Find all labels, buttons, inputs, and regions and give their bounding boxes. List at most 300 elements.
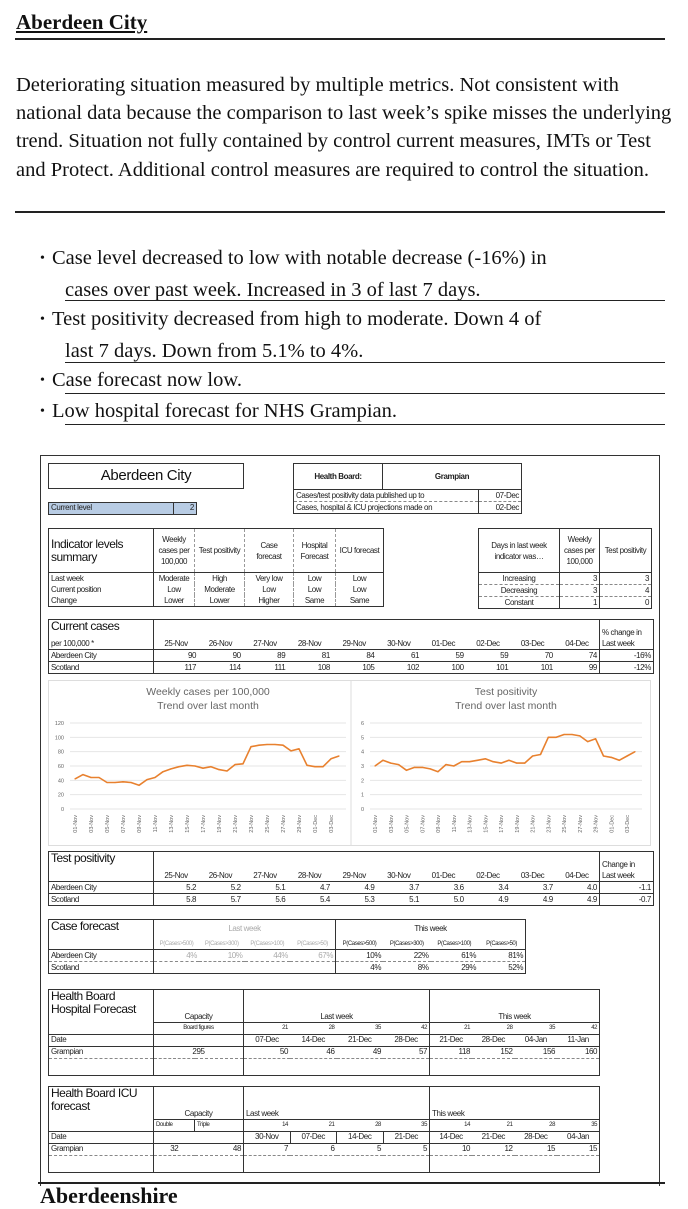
forecast-value: 61% bbox=[431, 950, 479, 962]
indicator-value: Lower bbox=[195, 595, 245, 607]
x-tick-label: 15-Nov bbox=[483, 815, 490, 833]
x-tick-label: 11-Nov bbox=[153, 815, 159, 833]
x-tick-label: 29-Nov bbox=[593, 815, 600, 833]
data-point bbox=[445, 764, 446, 765]
x-tick-label: 27-Nov bbox=[577, 815, 584, 833]
bullet-icon: • bbox=[40, 251, 45, 266]
table-row bbox=[49, 595, 384, 607]
icu-forecast-table bbox=[48, 1086, 600, 1173]
forecast-value: 118 bbox=[430, 1046, 473, 1058]
y-tick-label: 80 bbox=[57, 749, 64, 756]
days-value: 3 bbox=[560, 573, 600, 585]
value-cell: 90 bbox=[154, 650, 199, 662]
spacer bbox=[49, 938, 154, 950]
x-tick-label: 07-Nov bbox=[121, 815, 127, 833]
data-point bbox=[532, 755, 533, 756]
value-cell: 3.4 bbox=[466, 882, 511, 894]
y-tick-label: 40 bbox=[57, 778, 64, 785]
value-cell: 74 bbox=[555, 650, 600, 662]
chart-subtitle: Trend over last month bbox=[157, 700, 259, 712]
date-header: 29-Nov bbox=[342, 638, 366, 648]
date-cell: 28-Dec bbox=[383, 1034, 430, 1046]
row-label: Constant bbox=[479, 597, 560, 609]
indicator-value: Low bbox=[294, 584, 336, 595]
health-board-label: Health Board: bbox=[294, 464, 383, 490]
column-header: Weekly cases per 100,000 bbox=[560, 529, 600, 573]
date-cell: 28-Dec bbox=[472, 1034, 515, 1046]
row-label: Decreasing bbox=[479, 585, 560, 597]
y-tick-label: 2 bbox=[360, 778, 364, 785]
day-offset: 21 bbox=[430, 1022, 473, 1034]
data-point bbox=[82, 774, 83, 775]
data-point bbox=[516, 763, 517, 764]
this-week-header: This week bbox=[432, 1108, 465, 1118]
x-tick-label: 05-Nov bbox=[105, 815, 111, 833]
table-row bbox=[49, 662, 654, 674]
value-cell: 111 bbox=[243, 662, 288, 674]
forecast-value: 152 bbox=[472, 1046, 515, 1058]
bullet-item bbox=[40, 365, 680, 397]
data-point bbox=[634, 751, 635, 752]
date-header: 29-Nov bbox=[342, 870, 366, 880]
case-forecast-table bbox=[48, 919, 526, 974]
current-level-label: Current level bbox=[49, 503, 174, 514]
x-tick-label: 25-Nov bbox=[562, 815, 569, 833]
spacer bbox=[49, 1058, 154, 1075]
data-point bbox=[587, 741, 588, 742]
last-week-header: Last week bbox=[244, 1087, 430, 1120]
data-point bbox=[322, 766, 323, 767]
info-value: 07-Dec bbox=[479, 490, 522, 502]
x-tick-label: 01-Nov bbox=[373, 815, 379, 833]
probability-header: P(Cases>500) bbox=[336, 938, 384, 950]
date-header: 30-Nov bbox=[387, 638, 411, 648]
report-panel bbox=[40, 455, 660, 1186]
date-header: 28-Nov bbox=[297, 870, 322, 880]
data-point bbox=[178, 766, 179, 767]
data-point bbox=[603, 755, 604, 756]
data-point bbox=[226, 770, 227, 771]
day-offset: 35 bbox=[515, 1022, 558, 1034]
column-header: Test positivity bbox=[195, 529, 245, 573]
table-row bbox=[49, 573, 384, 585]
x-tick-label: 13-Nov bbox=[467, 815, 474, 833]
data-point bbox=[258, 745, 259, 746]
data-point bbox=[306, 765, 307, 766]
value-cell: 5.0 bbox=[421, 894, 466, 906]
change-cell: -0.7 bbox=[599, 894, 653, 906]
days-table bbox=[478, 528, 652, 609]
indicator-value: Same bbox=[294, 595, 336, 607]
date-cell: 14-Dec bbox=[337, 1131, 384, 1143]
series-line bbox=[75, 745, 339, 786]
date-header: 26-Nov bbox=[208, 638, 233, 648]
trend-charts bbox=[48, 680, 651, 846]
x-tick-label: 17-Nov bbox=[499, 815, 506, 833]
value-cell: 99 bbox=[555, 662, 600, 674]
data-point bbox=[406, 770, 407, 771]
y-tick-label: 1 bbox=[360, 792, 364, 799]
capacity-sub-header: Board figures bbox=[154, 1022, 244, 1034]
forecast-value: 57 bbox=[383, 1046, 430, 1058]
data-point bbox=[430, 768, 431, 769]
spacer bbox=[49, 1155, 154, 1172]
row-label: Last week bbox=[49, 573, 154, 585]
days-value: 4 bbox=[600, 585, 652, 597]
row-label: Date bbox=[49, 1131, 154, 1143]
row-label: Current position bbox=[49, 584, 154, 595]
health-board-table bbox=[293, 463, 522, 514]
data-point bbox=[422, 767, 423, 768]
summary-divider bbox=[15, 211, 665, 213]
value-cell: 102 bbox=[376, 662, 421, 674]
value-cell: 61 bbox=[376, 650, 421, 662]
data-point bbox=[548, 737, 549, 738]
x-tick-label: 11-Nov bbox=[451, 815, 458, 833]
forecast-value: 52% bbox=[478, 962, 526, 974]
forecast-value: 160 bbox=[557, 1046, 600, 1058]
value-cell: 81 bbox=[287, 650, 332, 662]
day-offset: 28 bbox=[472, 1022, 515, 1034]
forecast-value: 22% bbox=[383, 950, 431, 962]
data-point bbox=[130, 782, 131, 783]
divider bbox=[65, 393, 665, 394]
data-point bbox=[250, 746, 251, 747]
forecast-value: 4% bbox=[336, 962, 384, 974]
date-cell: 07-Dec bbox=[290, 1131, 337, 1143]
date-cell: 04-Jan bbox=[515, 1034, 558, 1046]
data-point bbox=[90, 777, 91, 778]
data-point bbox=[274, 744, 275, 745]
date-header: 04-Dec bbox=[565, 870, 589, 880]
spacer bbox=[244, 1155, 430, 1172]
table-title: Test positivity bbox=[49, 852, 154, 871]
indicator-title: Indicator levels summary bbox=[49, 529, 154, 573]
chart-title: Weekly cases per 100,000 bbox=[146, 686, 270, 698]
bullet-icon: • bbox=[40, 312, 45, 327]
row-label: Date bbox=[49, 1034, 154, 1046]
current-level bbox=[48, 502, 197, 515]
forecast-value: 12 bbox=[472, 1143, 515, 1155]
date-cell: 28-Dec bbox=[515, 1131, 558, 1143]
x-tick-label: 03-Dec bbox=[625, 815, 632, 833]
data-point bbox=[234, 764, 235, 765]
probability-header: P(Cases>100) bbox=[250, 940, 285, 947]
y-tick-label: 0 bbox=[360, 807, 364, 813]
change-cell: -12% bbox=[599, 662, 653, 674]
bullet-icon: • bbox=[40, 373, 45, 388]
value-cell: 5.2 bbox=[198, 882, 243, 894]
date-cell: 14-Dec bbox=[290, 1034, 337, 1046]
x-tick-label: 21-Nov bbox=[530, 815, 537, 833]
next-section-heading: Aberdeenshire bbox=[40, 1183, 178, 1208]
value-cell: 3.7 bbox=[376, 882, 421, 894]
day-offset: 14 bbox=[244, 1119, 291, 1131]
change-header: Last week bbox=[599, 638, 653, 650]
table-row bbox=[49, 882, 654, 894]
probability-header: P(Cases>50) bbox=[297, 940, 328, 947]
data-point bbox=[437, 771, 438, 772]
row-label: Scotland bbox=[49, 962, 154, 974]
data-point bbox=[314, 766, 315, 767]
spacer bbox=[430, 1058, 600, 1075]
row-label: Change bbox=[49, 595, 154, 607]
table-row bbox=[49, 1034, 600, 1046]
y-tick-label: 3 bbox=[360, 764, 364, 770]
capacity-value: 295 bbox=[154, 1046, 244, 1058]
row-label: Aberdeen City bbox=[49, 650, 154, 662]
indicator-value: Lower bbox=[164, 595, 184, 605]
spacer bbox=[49, 1119, 154, 1131]
date-cell: 21-Dec bbox=[430, 1034, 473, 1046]
y-tick-label: 6 bbox=[360, 721, 364, 727]
row-label: Grampian bbox=[49, 1046, 154, 1058]
data-point bbox=[500, 763, 501, 764]
x-tick-label: 09-Nov bbox=[137, 815, 143, 833]
data-point bbox=[186, 765, 187, 766]
value-cell: 84 bbox=[332, 650, 377, 662]
value-cell: 90 bbox=[198, 650, 243, 662]
data-point bbox=[338, 755, 339, 756]
x-tick-label: 07-Nov bbox=[420, 815, 427, 833]
indicator-value: Low bbox=[294, 573, 336, 585]
date-header: 03-Dec bbox=[520, 870, 545, 880]
x-tick-label: 19-Nov bbox=[217, 815, 223, 833]
data-point bbox=[619, 760, 620, 761]
column-header: Hospital Forecast bbox=[294, 529, 336, 573]
value-cell: 4.7 bbox=[287, 882, 332, 894]
value-cell: 89 bbox=[243, 650, 288, 662]
value-cell: 5.4 bbox=[287, 894, 332, 906]
bullet-icon: • bbox=[40, 404, 45, 419]
date-cell: 11-Jan bbox=[557, 1034, 600, 1046]
value-cell: 114 bbox=[198, 662, 243, 674]
y-tick-label: 60 bbox=[57, 764, 64, 770]
data-point bbox=[382, 760, 383, 761]
forecast-value: 10% bbox=[199, 950, 245, 962]
change-header: % change in bbox=[599, 620, 653, 639]
data-point bbox=[154, 777, 155, 778]
table-row bbox=[49, 584, 384, 595]
date-header: 03-Dec bbox=[520, 638, 545, 648]
forecast-value: 8% bbox=[383, 962, 431, 974]
data-point bbox=[579, 735, 580, 736]
x-tick-label: 17-Nov bbox=[201, 815, 207, 833]
value-cell: 117 bbox=[154, 662, 199, 674]
days-value: 0 bbox=[600, 597, 652, 609]
forecast-value bbox=[154, 962, 200, 974]
day-offset: 21 bbox=[244, 1022, 291, 1034]
data-point bbox=[414, 767, 415, 768]
x-tick-label: 13-Nov bbox=[169, 815, 175, 833]
data-point bbox=[266, 744, 267, 745]
days-value: 3 bbox=[560, 585, 600, 597]
day-offset: 35 bbox=[557, 1119, 600, 1131]
hospital-forecast-table bbox=[48, 989, 600, 1076]
value-cell: 4.9 bbox=[510, 894, 555, 906]
bullet-text: Case level decreased to low with notable decrease (-16%) in bbox=[52, 247, 547, 269]
data-point bbox=[556, 737, 557, 738]
row-label: Aberdeen City bbox=[49, 950, 154, 962]
data-point bbox=[210, 766, 211, 767]
indicator-value: Low bbox=[245, 584, 294, 595]
day-offset: 35 bbox=[337, 1022, 384, 1034]
forecast-value: 46 bbox=[290, 1046, 337, 1058]
date-header: 04-Dec bbox=[565, 638, 589, 648]
date-header: 02-Dec bbox=[476, 870, 500, 880]
forecast-value bbox=[199, 962, 245, 974]
data-point bbox=[524, 763, 525, 764]
y-tick-label: 0 bbox=[60, 807, 64, 813]
row-label: Aberdeen City bbox=[49, 882, 154, 894]
data-point bbox=[540, 754, 541, 755]
data-point bbox=[330, 758, 331, 759]
divider bbox=[65, 424, 665, 425]
day-offset: 14 bbox=[430, 1119, 473, 1131]
value-cell: 5.1 bbox=[376, 894, 421, 906]
date-cell: 30-Nov bbox=[244, 1131, 291, 1143]
value-cell: 59 bbox=[421, 650, 466, 662]
value-cell: 59 bbox=[466, 650, 511, 662]
change-header: Last week bbox=[599, 870, 653, 882]
change-header: Change in bbox=[599, 852, 653, 871]
days-value: 3 bbox=[600, 573, 652, 585]
x-tick-label: 09-Nov bbox=[436, 815, 443, 833]
day-offset: 42 bbox=[383, 1022, 430, 1034]
data-point bbox=[74, 778, 75, 779]
data-point bbox=[98, 777, 99, 778]
indicator-value: Low bbox=[167, 584, 181, 594]
table-row bbox=[479, 585, 652, 597]
day-offset: 28 bbox=[290, 1022, 337, 1034]
y-tick-label: 20 bbox=[57, 792, 64, 799]
date-cell: 04-Jan bbox=[557, 1131, 600, 1143]
column-header: Weekly cases per 100,000 bbox=[158, 535, 190, 566]
spacer bbox=[154, 852, 600, 871]
date-cell: 07-Dec bbox=[244, 1034, 291, 1046]
report-title: Aberdeen City bbox=[48, 463, 244, 489]
row-label: Grampian bbox=[49, 1143, 154, 1155]
value-cell: 101 bbox=[510, 662, 555, 674]
x-tick-label: 27-Nov bbox=[281, 815, 287, 833]
info-label: Cases/test positivity data published up to bbox=[294, 490, 479, 502]
data-point bbox=[138, 785, 139, 786]
table-row bbox=[49, 962, 526, 974]
bullet-text: cases over past week. Increased in 3 of last 7 days. bbox=[65, 278, 481, 301]
x-tick-label: 15-Nov bbox=[185, 815, 191, 833]
data-point bbox=[106, 782, 107, 783]
data-point bbox=[374, 765, 375, 766]
last-week-header: Last week bbox=[228, 924, 261, 933]
y-tick-label: 120 bbox=[54, 721, 64, 727]
column-header: Test positivity bbox=[600, 529, 652, 573]
x-tick-label: 21-Nov bbox=[233, 815, 239, 833]
test-positivity-table bbox=[48, 851, 654, 906]
table-title: Health Board ICU forecast bbox=[49, 1087, 154, 1120]
date-header: 25-Nov bbox=[164, 870, 188, 880]
row-label: Increasing bbox=[479, 573, 560, 585]
forecast-value: 5 bbox=[337, 1143, 384, 1155]
forecast-value: 49 bbox=[337, 1046, 384, 1058]
spacer bbox=[154, 1058, 244, 1075]
table-subtitle: per 100,000 * bbox=[49, 638, 154, 650]
info-value: 02-Dec bbox=[479, 502, 522, 514]
value-cell: 5.6 bbox=[243, 894, 288, 906]
date-header: 26-Nov bbox=[208, 870, 233, 880]
value-cell: 5.8 bbox=[154, 894, 199, 906]
table-row bbox=[49, 650, 654, 662]
current-level-value: 2 bbox=[174, 503, 196, 514]
indicator-value: Low bbox=[336, 573, 384, 585]
current-cases-table bbox=[48, 619, 654, 674]
value-cell: 100 bbox=[421, 662, 466, 674]
date-header: 25-Nov bbox=[164, 638, 188, 648]
day-offset: 42 bbox=[557, 1022, 600, 1034]
date-header: 01-Dec bbox=[431, 870, 456, 880]
data-point bbox=[390, 763, 391, 764]
value-cell: 5.2 bbox=[154, 882, 199, 894]
x-tick-label: 03-Dec bbox=[329, 815, 335, 833]
probability-header: P(Cases>300) bbox=[204, 940, 239, 947]
forecast-value: 29% bbox=[431, 962, 479, 974]
date-cell: 14-Dec bbox=[430, 1131, 473, 1143]
value-cell: 5.1 bbox=[243, 882, 288, 894]
chart-subtitle: Trend over last month bbox=[455, 700, 557, 712]
bullet-text: last 7 days. Down from 5.1% to 4%. bbox=[65, 339, 364, 362]
indicator-value: Same bbox=[336, 595, 384, 607]
table-title: Current cases bbox=[49, 620, 154, 639]
forecast-value: 15 bbox=[557, 1143, 600, 1155]
capacity-header: Capacity bbox=[154, 990, 244, 1023]
x-tick-label: 19-Nov bbox=[514, 815, 521, 833]
day-offset: 35 bbox=[383, 1119, 430, 1131]
spacer bbox=[430, 1155, 600, 1172]
x-tick-label: 29-Nov bbox=[297, 815, 303, 833]
forecast-value: 6 bbox=[290, 1143, 337, 1155]
probability-header: P(Cases>300) bbox=[389, 940, 424, 947]
value-cell: 70 bbox=[510, 650, 555, 662]
data-point bbox=[242, 763, 243, 764]
x-tick-label: 23-Nov bbox=[249, 815, 255, 833]
bullet-item bbox=[40, 304, 680, 366]
data-point bbox=[453, 765, 454, 766]
data-point bbox=[170, 768, 171, 769]
chart-title: Test positivity bbox=[474, 686, 538, 698]
table-row bbox=[479, 597, 652, 609]
forecast-value: 81% bbox=[478, 950, 526, 962]
probability-header: P(Cases>50) bbox=[486, 940, 517, 947]
value-cell: 5.3 bbox=[332, 894, 377, 906]
forecast-value: 15 bbox=[515, 1143, 558, 1155]
heading-divider bbox=[15, 38, 665, 40]
table-row bbox=[49, 1131, 600, 1143]
day-offset: 28 bbox=[337, 1119, 384, 1131]
forecast-value bbox=[290, 962, 336, 974]
data-point bbox=[122, 781, 123, 782]
data-point bbox=[218, 769, 219, 770]
value-cell: 105 bbox=[332, 662, 377, 674]
y-tick-label: 4 bbox=[360, 749, 364, 756]
date-header: 30-Nov bbox=[387, 870, 411, 880]
data-point bbox=[298, 748, 299, 749]
data-point bbox=[202, 768, 203, 769]
value-cell: 3.6 bbox=[421, 882, 466, 894]
change-cell: -1.1 bbox=[599, 882, 653, 894]
indicator-value: Moderate bbox=[195, 584, 245, 595]
capacity-value: 48 bbox=[195, 1143, 244, 1155]
capacity-value: 32 bbox=[154, 1143, 195, 1155]
value-cell: 4.9 bbox=[466, 894, 511, 906]
